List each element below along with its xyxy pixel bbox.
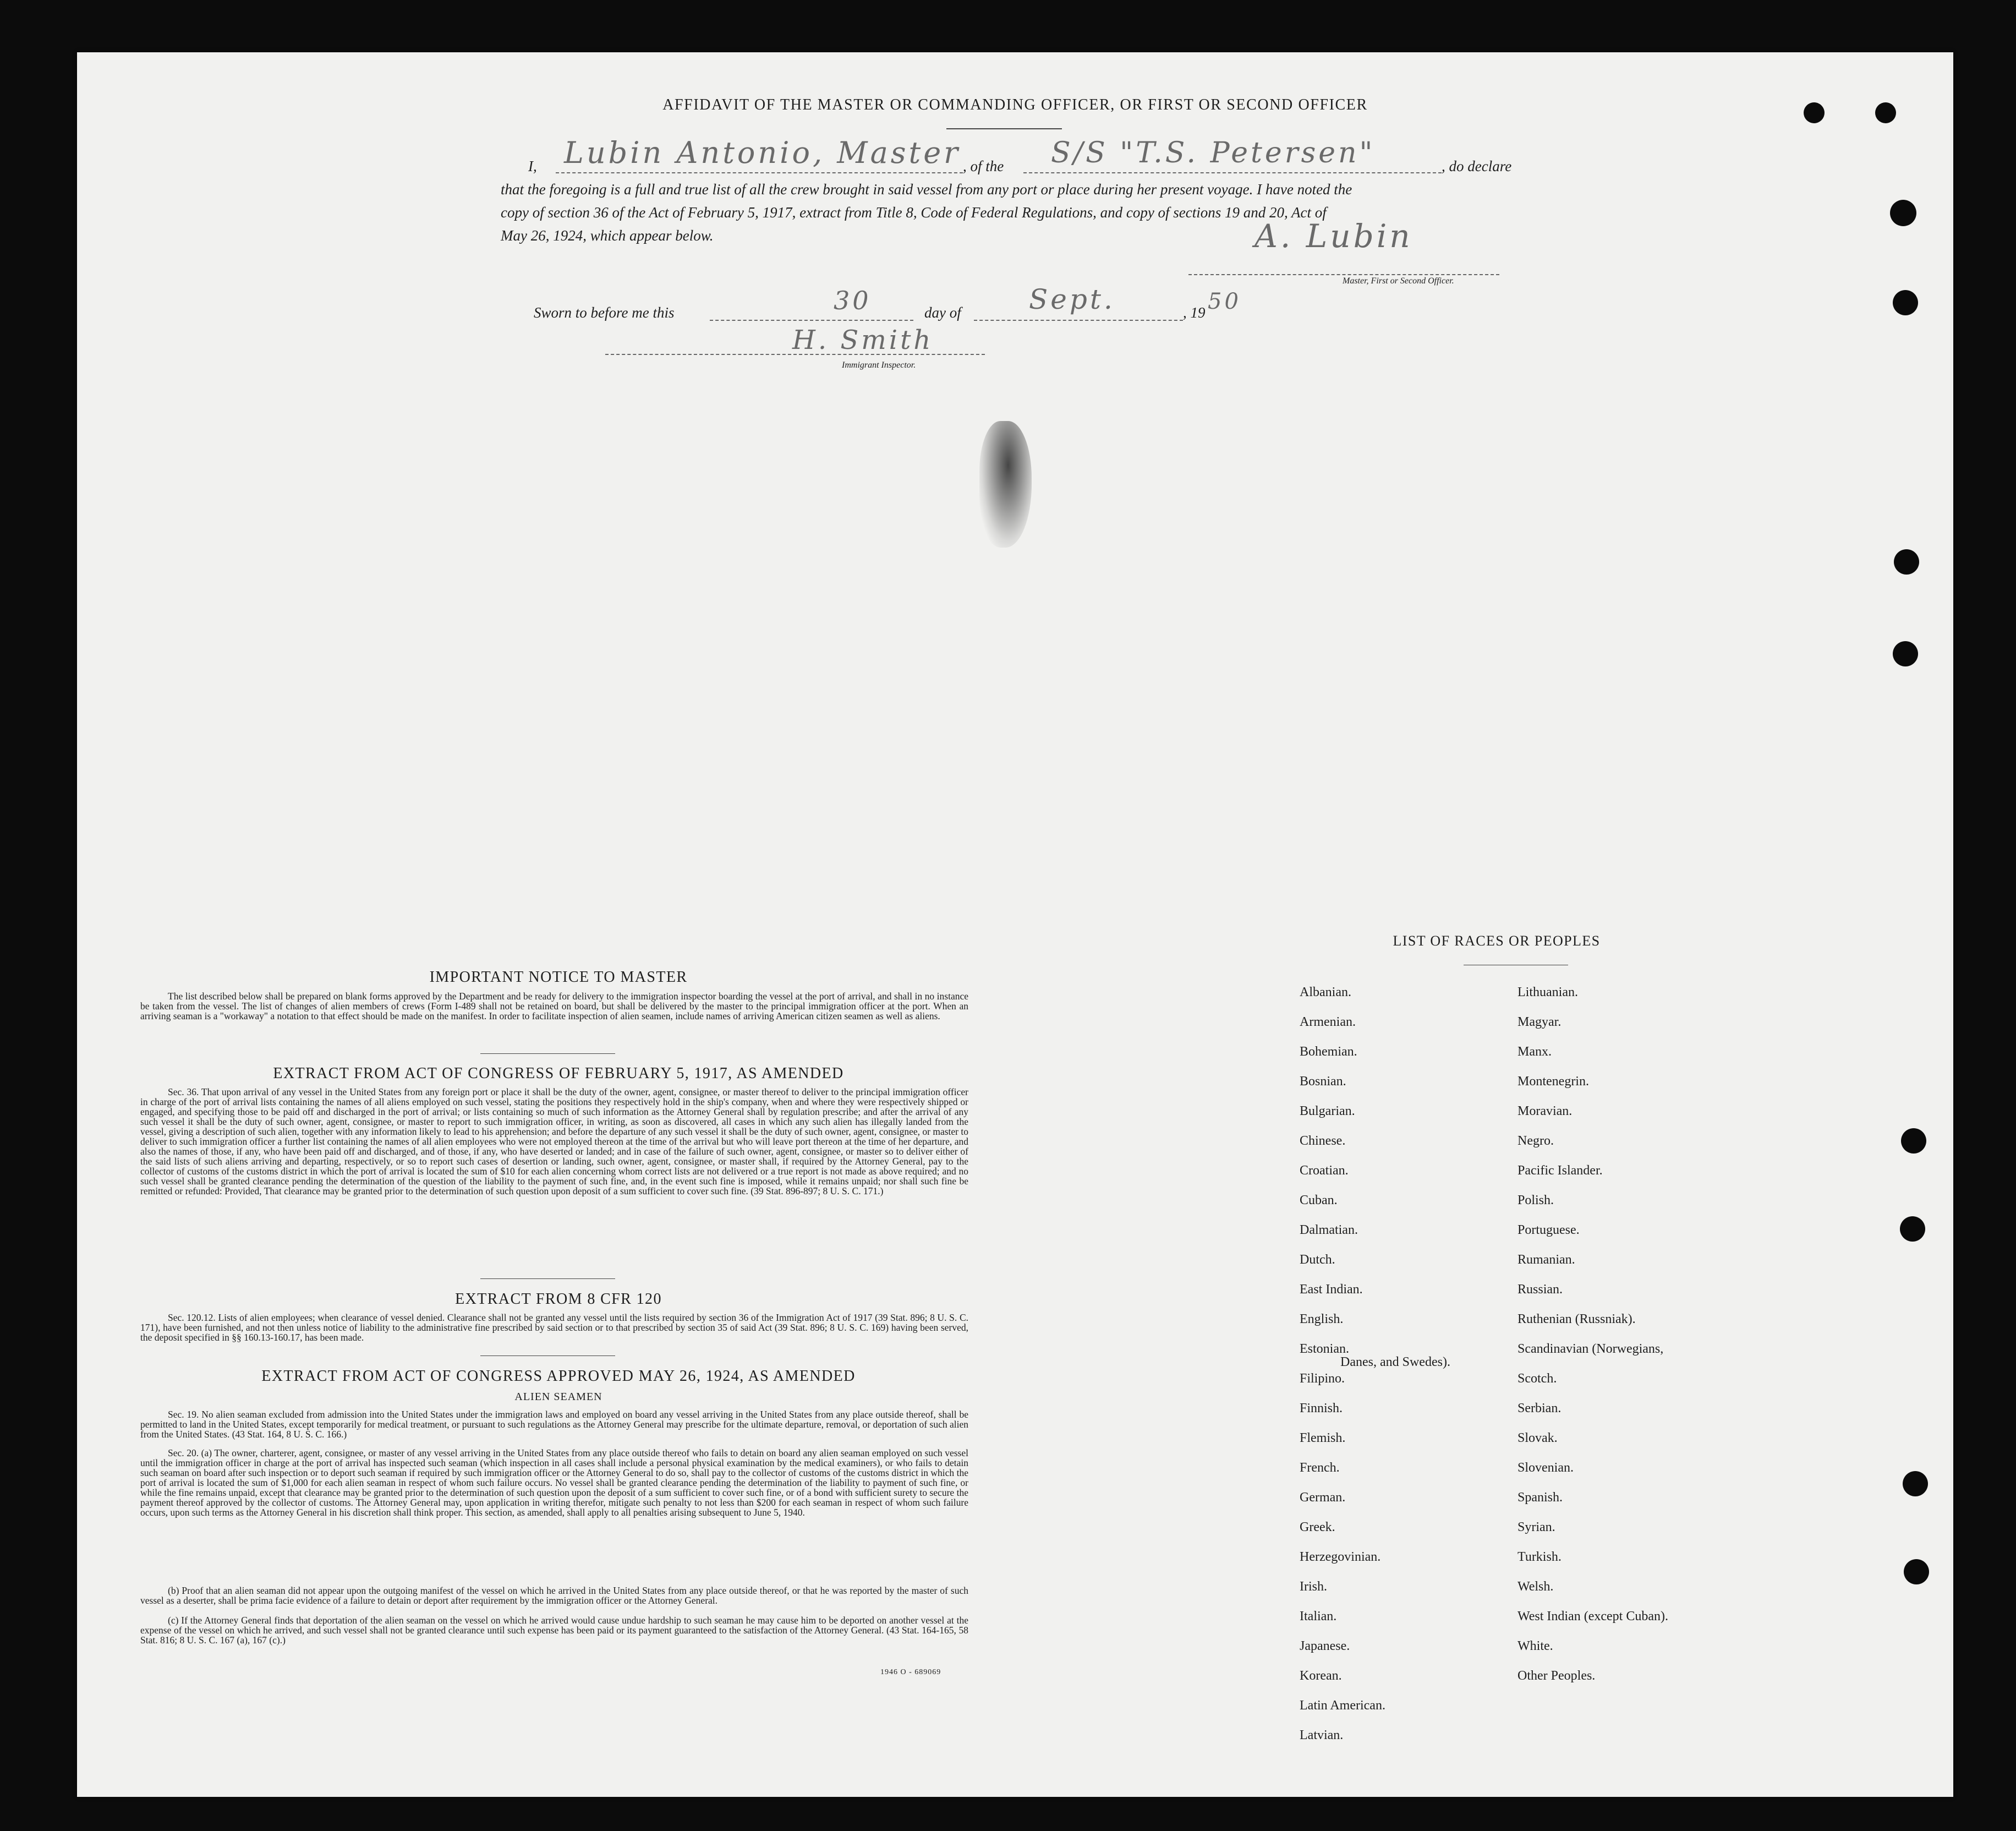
punch-hole <box>1890 200 1916 226</box>
race-item: Finnish. <box>1300 1401 1343 1415</box>
extract-1924-sec20a: Sec. 20. (a) The owner, charterer, agent, consignee, or master of any vessel arriving in the United States from any place outside thereof who fails to detain on board any alien seaman employed on such vessel until the immigration officer in charge at the port of arrival has inspected such seaman (which inspection in all cases shall include a personal physical examination by the medical examiners), or who fails to detain such seaman on board after such inspection or to deport such seaman if required by such immigration officer or the Attorney General to do so, shall pay to the collector of customs of the customs district in which the port of arrival is located the sum of $1,000 for each alien seaman in respect of whom such failure occurs. No vessel shall be granted clearance pending the determination of the liability to payment of such fine, or while the fine remains unpaid, except that clearance may be granted prior to the determination of such question upon the deposit of a sum sufficient to cover such fine, or of a bond with sufficient surety to secure the payment thereof approved by the collector of customs. The Attorney General may, upon application in writing therefor, mitigate such penalty to not less than $200 for each seaman in respect of whom such failure occurs, upon such terms as the Attorney General in his discretion shall think proper. This section, as amended, shall apply to all penalties arising subsequent to June 5, 1940. <box>140 1447 968 1518</box>
handwritten-year: 50 <box>1208 289 1241 314</box>
affidavit-line1: I, Lubin Antonio, Master , of the S/S "T.S. Petersen" , do declare <box>528 135 1512 174</box>
extract-1924-sec20c: (c) If the Attorney General finds that deportation of the alien seaman on the vessel on which he arrived would cause undue hardship to such seaman he may cause him to be deported on another vessel at the expense of the vessel on which he arrived, and such vessel shall not be granted clearance until such expense has been paid or its payment guaranteed to the satisfaction of the Attorney General. (43 Stat. 164-165, 58 Stat. 816; 8 U. S. C. 167 (a), 167 (c).) <box>140 1615 968 1646</box>
race-item: Danes, and Swedes). <box>1340 1355 1450 1369</box>
inspector-signature: H. Smith <box>792 325 934 356</box>
punch-hole <box>1903 1471 1928 1496</box>
race-item: Japanese. <box>1300 1639 1350 1653</box>
race-item: Ruthenian (Russniak). <box>1518 1312 1636 1326</box>
race-item: Scandinavian (Norwegians, <box>1518 1342 1664 1356</box>
race-item: Montenegrin. <box>1518 1074 1589 1089</box>
punch-hole <box>1900 1216 1925 1242</box>
race-item: Lithuanian. <box>1518 985 1578 999</box>
race-item: German. <box>1300 1490 1346 1505</box>
race-item: East Indian. <box>1300 1282 1363 1297</box>
master-signature: A. Lubin <box>1254 217 1413 255</box>
race-item: Bosnian. <box>1300 1074 1346 1089</box>
race-item: Slovenian. <box>1518 1461 1574 1475</box>
punch-hole <box>1894 549 1919 575</box>
race-item: Chinese. <box>1300 1134 1346 1148</box>
print-code: 1946 O - 689069 <box>880 1668 941 1676</box>
notice-heading: IMPORTANT NOTICE TO MASTER <box>429 969 688 986</box>
race-item: Manx. <box>1518 1045 1552 1059</box>
race-item: Pacific Islander. <box>1518 1163 1603 1178</box>
extract-1917-body: Sec. 36. That upon arrival of any vessel in the United States from any foreign port or place it shall be the duty of the owner, agent, consignee, or master thereof to deliver to the principal immigration officer in charge of the port of arrival lists containing the names of all aliens employed on such vessel, stating the positions they respectively hold in the ship's company, when and where they were respectively shipped or engaged, and specifying those to be paid off and discharged in the port of arrival; or lists containing so much of such information as the Attorney General shall by regulation prescribe; and after the arrival of any such vessel it shall be the duty of such owner, agent, consignee, or master to report to such immigration officer, in writing, as soon as discovered, all cases in which any such alien has illegally landed from the vessel, giving a description of such alien, together with any information likely to lead to his apprehension; and before the departure of any such vessel it shall be the duty of such owner, agent, consignee, or master to deliver to such immigration officer a further list containing the names of all alien employees who were not employed thereon at the time of the arrival but who will leave port thereon at the time of her departure, and also the names of those, if any, who have been paid off and discharged, and of those, if any, who have deserted or landed; and in case of the failure of such owner, agent, consignee, or master so to deliver either of the said lists of such aliens arriving and departing, respectively, or so to report such cases of desertion or landing, such owner, agent, consignee, or master shall, if required by the Attorney General, pay to the collector of customs of the customs district in which the port of arrival is located the sum of $10 for each alien concerning whom correct lists are not delivered or a true report is not made as above required; and no such vessel shall be granted clearance pending the determination of the question of the liability to the payment of such fine, and, in the event such fine is imposed, while it remains unpaid; nor shall such fine be remitted or refunded: Provided, That clearance may be granted prior to the determination of such question upon deposit of a sum sufficient to cover such fine. (39 Stat. 896-897; 8 U. S. C. 171.) <box>140 1086 968 1196</box>
sworn-line: Sworn to before me this 30 day of Sept. , 19 50 <box>534 283 1241 321</box>
punch-hole <box>1901 1128 1926 1154</box>
handwritten-vessel-name: S/S "T.S. Petersen" <box>1051 136 1376 170</box>
race-item: Turkish. <box>1518 1550 1562 1564</box>
race-item: Estonian. <box>1300 1342 1349 1356</box>
extract-1917-heading: EXTRACT FROM ACT OF CONGRESS OF FEBRUARY 5, 1917, AS AMENDED <box>273 1065 844 1082</box>
affidavit-line3: copy of section 36 of the Act of February 5, 1917, extract from Title 8, Code of Federal Regulations, and copy of sections 19 and 20, Act of <box>501 204 1327 221</box>
race-item: Russian. <box>1518 1282 1563 1297</box>
race-item: Bohemian. <box>1300 1045 1357 1059</box>
race-item: Polish. <box>1518 1193 1554 1207</box>
race-item: Moravian. <box>1518 1104 1573 1118</box>
races-heading: LIST OF RACES OR PEOPLES <box>1393 933 1601 949</box>
punch-hole <box>1804 102 1825 123</box>
extract-cfr-body: Sec. 120.12. Lists of alien employees; when clearance of vessel denied. Clearance shall not be granted any vessel until the lists required by section 36 of the Immigration Act of 1917 (39 Stat. 896; 8 U. S. C. 171), have been furnished, and not then unless notice of liability to the administrative fine prescribed by said section or to that prescribed by section 35 of said Act (39 Stat. 896; 8 U. S. C. 169) having been served, the deposit specified in §§ 160.13-160.17, has been made. <box>140 1312 968 1343</box>
race-item: Spanish. <box>1518 1490 1563 1505</box>
signature-caption: Master, First or Second Officer. <box>1343 276 1454 286</box>
extract-cfr-heading: EXTRACT FROM 8 CFR 120 <box>455 1291 662 1308</box>
race-item: Filipino. <box>1300 1371 1345 1386</box>
race-item: Flemish. <box>1300 1431 1346 1445</box>
race-item: Scotch. <box>1518 1371 1557 1386</box>
race-item: White. <box>1518 1639 1553 1653</box>
punch-hole <box>1904 1559 1929 1584</box>
affidavit-line4: May 26, 1924, which appear below. <box>501 227 714 244</box>
handwritten-day: 30 <box>834 286 872 315</box>
race-item: Bulgarian. <box>1300 1104 1355 1118</box>
title-rule <box>946 128 1062 129</box>
notice-body: The list described below shall be prepared on blank forms approved by the Department and be ready for delivery to the immigration inspector boarding the vessel at the port of arrival, and shall in no instance be taken from the vessel. The list of changes of alien members of crews (Form I-489 shall not be retained on board, but shall be delivered by the master to the principal immigration officer at the port. When an arriving seaman is a "workaway" a notation to that effect should be made on the manifest. In order to facilitate inspection of alien seamen, include names of arriving American citizen seamen as well as aliens. <box>140 991 968 1021</box>
punch-hole <box>1893 641 1918 666</box>
race-item: Latvian. <box>1300 1728 1344 1742</box>
race-item: Italian. <box>1300 1609 1337 1624</box>
race-item: Serbian. <box>1518 1401 1562 1415</box>
race-item: Croatian. <box>1300 1163 1349 1178</box>
race-item: West Indian (except Cuban). <box>1518 1609 1668 1624</box>
race-item: Syrian. <box>1518 1520 1555 1534</box>
extract-1924-sec19: Sec. 19. No alien seaman excluded from admission into the United States under the immigration laws and employed on board any vessel arriving in the United States from any place outside thereof, shall be permitted to land in the United States, except temporarily for medical treatment, or pursuant to such regulations as the Attorney General may prescribe for the ultimate departure, removal, or deportation of such alien from the United States. (43 Stat. 164, 8 U. S. C. 166.) <box>140 1409 968 1440</box>
punch-hole <box>1893 290 1918 315</box>
extract-1924-sec20b: (b) Proof that an alien seaman did not appear upon the outgoing manifest of the vessel on which he arrived in the United States from any place outside thereof, or that he was reported by the master of such vessel as a deserter, shall be prima facie evidence of a failure to detain or deport after requirement by the immigration officer or the Attorney General. <box>140 1585 968 1606</box>
race-item: Portuguese. <box>1518 1223 1580 1237</box>
affidavit-title: AFFIDAVIT OF THE MASTER OR COMMANDING OFFICER, OR FIRST OR SECOND OFFICER <box>662 96 1368 113</box>
race-item: Albanian. <box>1300 985 1351 999</box>
race-item: Slovak. <box>1518 1431 1558 1445</box>
ink-smudge <box>979 421 1032 548</box>
race-item: Armenian. <box>1300 1015 1356 1029</box>
extract-1924-heading: EXTRACT FROM ACT OF CONGRESS APPROVED MAY 26, 1924, AS AMENDED <box>261 1368 856 1385</box>
race-item: Dutch. <box>1300 1253 1335 1267</box>
race-item: French. <box>1300 1461 1340 1475</box>
alien-seamen-subheading: ALIEN SEAMEN <box>514 1391 602 1403</box>
race-item: Latin American. <box>1300 1698 1385 1713</box>
handwritten-master-name: Lubin Antonio, Master <box>564 135 961 170</box>
race-item: Other Peoples. <box>1518 1669 1596 1683</box>
race-item: Magyar. <box>1518 1015 1562 1029</box>
race-item: Cuban. <box>1300 1193 1338 1207</box>
race-item: Korean. <box>1300 1669 1342 1683</box>
handwritten-month: Sept. <box>1029 283 1115 315</box>
race-item: Herzegovinian. <box>1300 1550 1381 1564</box>
race-item: Negro. <box>1518 1134 1554 1148</box>
race-item: Welsh. <box>1518 1579 1554 1594</box>
inspector-caption: Immigrant Inspector. <box>842 360 916 370</box>
race-item: Dalmatian. <box>1300 1223 1358 1237</box>
punch-hole <box>1875 102 1896 123</box>
affidavit-line2: that the foregoing is a full and true list of all the crew brought in said vessel from any port or place during her present voyage. I have noted the <box>501 181 1352 198</box>
document-page <box>77 52 1953 1797</box>
race-item: Greek. <box>1300 1520 1335 1534</box>
race-item: Irish. <box>1300 1579 1327 1594</box>
race-item: English. <box>1300 1312 1344 1326</box>
race-item: Rumanian. <box>1518 1253 1575 1267</box>
